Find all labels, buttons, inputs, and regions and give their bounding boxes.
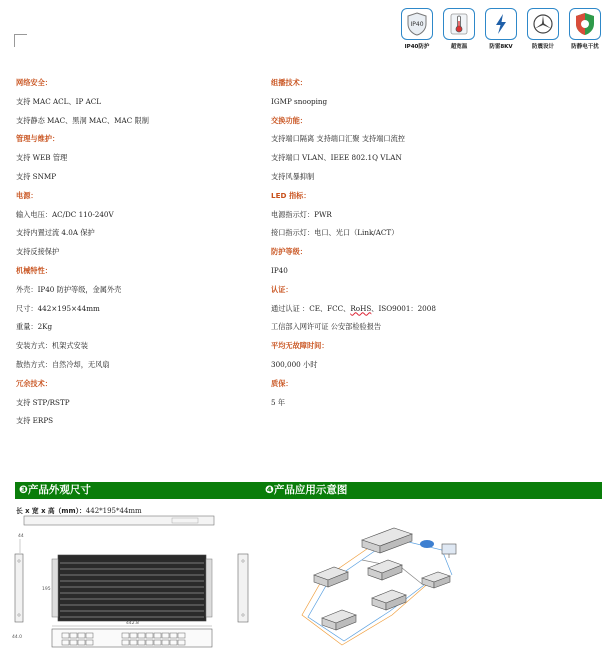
spec-column-left (16, 74, 256, 431)
spec-line: 5 年 (271, 397, 286, 407)
ip40-shield-icon (401, 8, 433, 40)
spec-line: 外壳：IP40 防护等级，金属外壳 (16, 284, 122, 294)
spec-line: 支持 WEB 管理 (16, 153, 68, 163)
cert-prefix: 通过认证 ：CE、FCC、 (271, 303, 351, 313)
spec-line: 工信部入网许可证 公安部检验报告 (271, 322, 382, 332)
section-title-appearance: ❸产品外观尺寸 (15, 482, 261, 499)
heading-multicast: 组播技术： (271, 78, 307, 87)
badge-emi (568, 8, 602, 50)
badge-shockproof-label: 防震设计 (531, 44, 554, 50)
router-node (422, 572, 450, 588)
heading-certification: 认证： (271, 284, 293, 294)
spec-line: 重量：2Kg (16, 322, 53, 332)
spec-line: IP40 (271, 265, 288, 275)
heading-network-security: 网络安全： (16, 78, 52, 87)
spec-line: 支持风暴抑制 (271, 171, 315, 181)
cert-suffix: 、ISO9001：2008 (371, 303, 436, 313)
spec-line: 支持 STP/RSTP (16, 397, 70, 407)
badge-ip40 (400, 8, 434, 50)
spec-line: 电源指示灯：PWR (271, 209, 332, 219)
spec-line: 300,000 小时 (271, 359, 318, 369)
spec-column-right (271, 74, 591, 412)
spec-line: 输入电压：AC/DC 110-240V (16, 209, 114, 219)
spec-line: 散热方式：自然冷却，无风扇 (16, 359, 110, 369)
dimensions-label: 长 x 宽 x 高（mm）： (16, 507, 86, 515)
badge-emi-label: 防静电干扰 (571, 44, 599, 50)
side-view (238, 554, 248, 622)
thermometer-icon (443, 8, 475, 40)
spec-line: 支持端口 VLAN、IEEE 802.1Q VLAN (271, 153, 402, 163)
heading-led: LED 指标： (271, 190, 311, 200)
spec-line: 支持静态 MAC、黑洞 MAC、MAC 限制 (16, 115, 149, 125)
badge-lightning-label: 防雷8KV (489, 44, 513, 50)
badge-ip40-text: IP40 (410, 21, 424, 28)
certification-line (271, 300, 591, 319)
heading-protection: 防护等级： (271, 247, 307, 257)
mercedes-star-icon (527, 8, 559, 40)
spec-line: 接口指示灯：电口、光口（Link/ACT） (271, 228, 399, 238)
page-corner-mark (14, 34, 27, 47)
spec-line: 支持 MAC ACL、IP ACL (16, 96, 102, 106)
heading-mechanical: 机械特性： (16, 265, 52, 275)
switch-node (362, 528, 412, 553)
spec-line: 支持 ERPS (16, 416, 54, 426)
badge-ip40-label: IP40防护 (404, 44, 430, 50)
badge-wide-temp (442, 8, 476, 50)
section-title-application: ❹产品应用示意图 (261, 482, 602, 499)
emi-shield-icon (569, 8, 601, 40)
spec-line: 支持反接保护 (16, 247, 60, 257)
switch-node (322, 610, 356, 630)
width-label: 442.8 (126, 621, 139, 626)
left-mount-ear (15, 554, 23, 622)
chassis-ear-right (206, 559, 212, 617)
spec-line: 支持 SNMP (16, 171, 57, 181)
heading-switching: 交换功能： (271, 115, 307, 125)
heading-redundancy: 冗余技术： (16, 378, 52, 388)
badge-wide-temp-label: 超宽温 (450, 44, 468, 50)
rear-height-label: 44.0 (12, 635, 23, 640)
dimension-drawing (12, 513, 262, 665)
front-panel-top (24, 516, 214, 525)
front-height-label: 44 (18, 534, 24, 539)
heading-warranty: 质保： (271, 378, 293, 388)
dimensions-value: 442*195*44mm (85, 507, 142, 515)
heading-mtbf: 平均无故障时间： (271, 341, 329, 351)
spec-line: 安装方式：机架式安装 (16, 341, 88, 351)
badge-lightning (484, 8, 518, 50)
spec-line: 支持端口隔离 支持端口汇聚 支持端口流控 (271, 134, 405, 144)
application-diagram (282, 520, 462, 650)
switch-node (314, 567, 348, 587)
spec-line: 支持内置过流 4.0A 保护 (16, 228, 95, 238)
heading-power: 电源： (16, 190, 38, 200)
network-links (302, 538, 452, 645)
cloud-node (420, 540, 434, 548)
cert-rohs: RoHS (350, 303, 372, 313)
spec-line: IGMP snooping (271, 96, 328, 106)
depth-label: 195 (42, 587, 51, 592)
badge-shockproof (526, 8, 560, 50)
feature-badges (400, 8, 602, 50)
switch-node (368, 560, 402, 580)
chassis-ear-left (52, 559, 58, 617)
heading-management: 管理与维护： (16, 134, 60, 144)
lightning-icon (485, 8, 517, 40)
spec-line: 尺寸：442×195×44mm (16, 303, 100, 313)
